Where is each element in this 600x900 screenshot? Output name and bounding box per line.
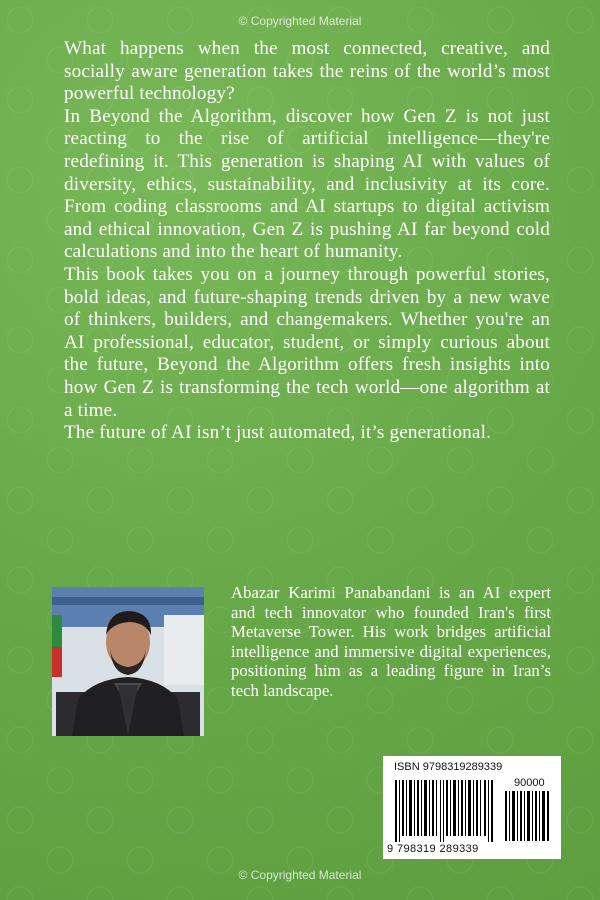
blurb-paragraph: In Beyond the Algorithm, discover how Gen Z is not just reacting to the rise of artificial intelligence—they're redefining it. This generation is shaping AI with values of diversity, ethics, sustainability, and inclusivity at its core. From coding classrooms and AI startups to digital activism and ethical innovation, Gen Z is pushing AI far beyond cold calculations and into the heart of humanity. xyxy=(64,105,550,263)
isbn-digits: 9 798319 289339 xyxy=(387,843,479,855)
blurb-paragraph: What happens when the most connected, creative, and socially aware generation takes the reins of the world’s most powerful technology? xyxy=(64,38,550,105)
isbn-barcode xyxy=(383,756,561,859)
copyright-watermark-top: © Copyrighted Material xyxy=(238,14,362,28)
blurb-paragraph: This book takes you on a journey through powerful stories, bold ideas, and future-shaping trends driven by a new wave of thinkers, builders, and changemakers. Whether you're an AI professional, educator, student, or simply curious about the future, Beyond the Algorithm offers fresh insights into how Gen Z is transforming the tech world—one algorithm at a time. xyxy=(64,263,550,421)
author-photo xyxy=(52,587,204,736)
author-bio-text: Abazar Karimi Panabandani is an AI expert and tech innovator who founded Iran's first Metaverse Tower. His work bridges artificial intelligence and immersive digital experiences, positioning him as a leading figure in Iran’s tech landscape. xyxy=(231,583,551,700)
blurb-paragraph: The future of AI isn’t just automated, it’s generational. xyxy=(64,422,492,444)
copyright-watermark-bottom: © Copyrighted Material xyxy=(238,868,362,882)
barcode-bars xyxy=(395,780,495,842)
author-photo-image xyxy=(52,587,204,736)
book-blurb xyxy=(64,38,550,445)
isbn-label: ISBN 9798319289339 xyxy=(394,761,503,773)
price-code: 90000 xyxy=(514,777,545,789)
author-bio xyxy=(231,583,551,701)
price-barcode-bars xyxy=(505,791,551,841)
